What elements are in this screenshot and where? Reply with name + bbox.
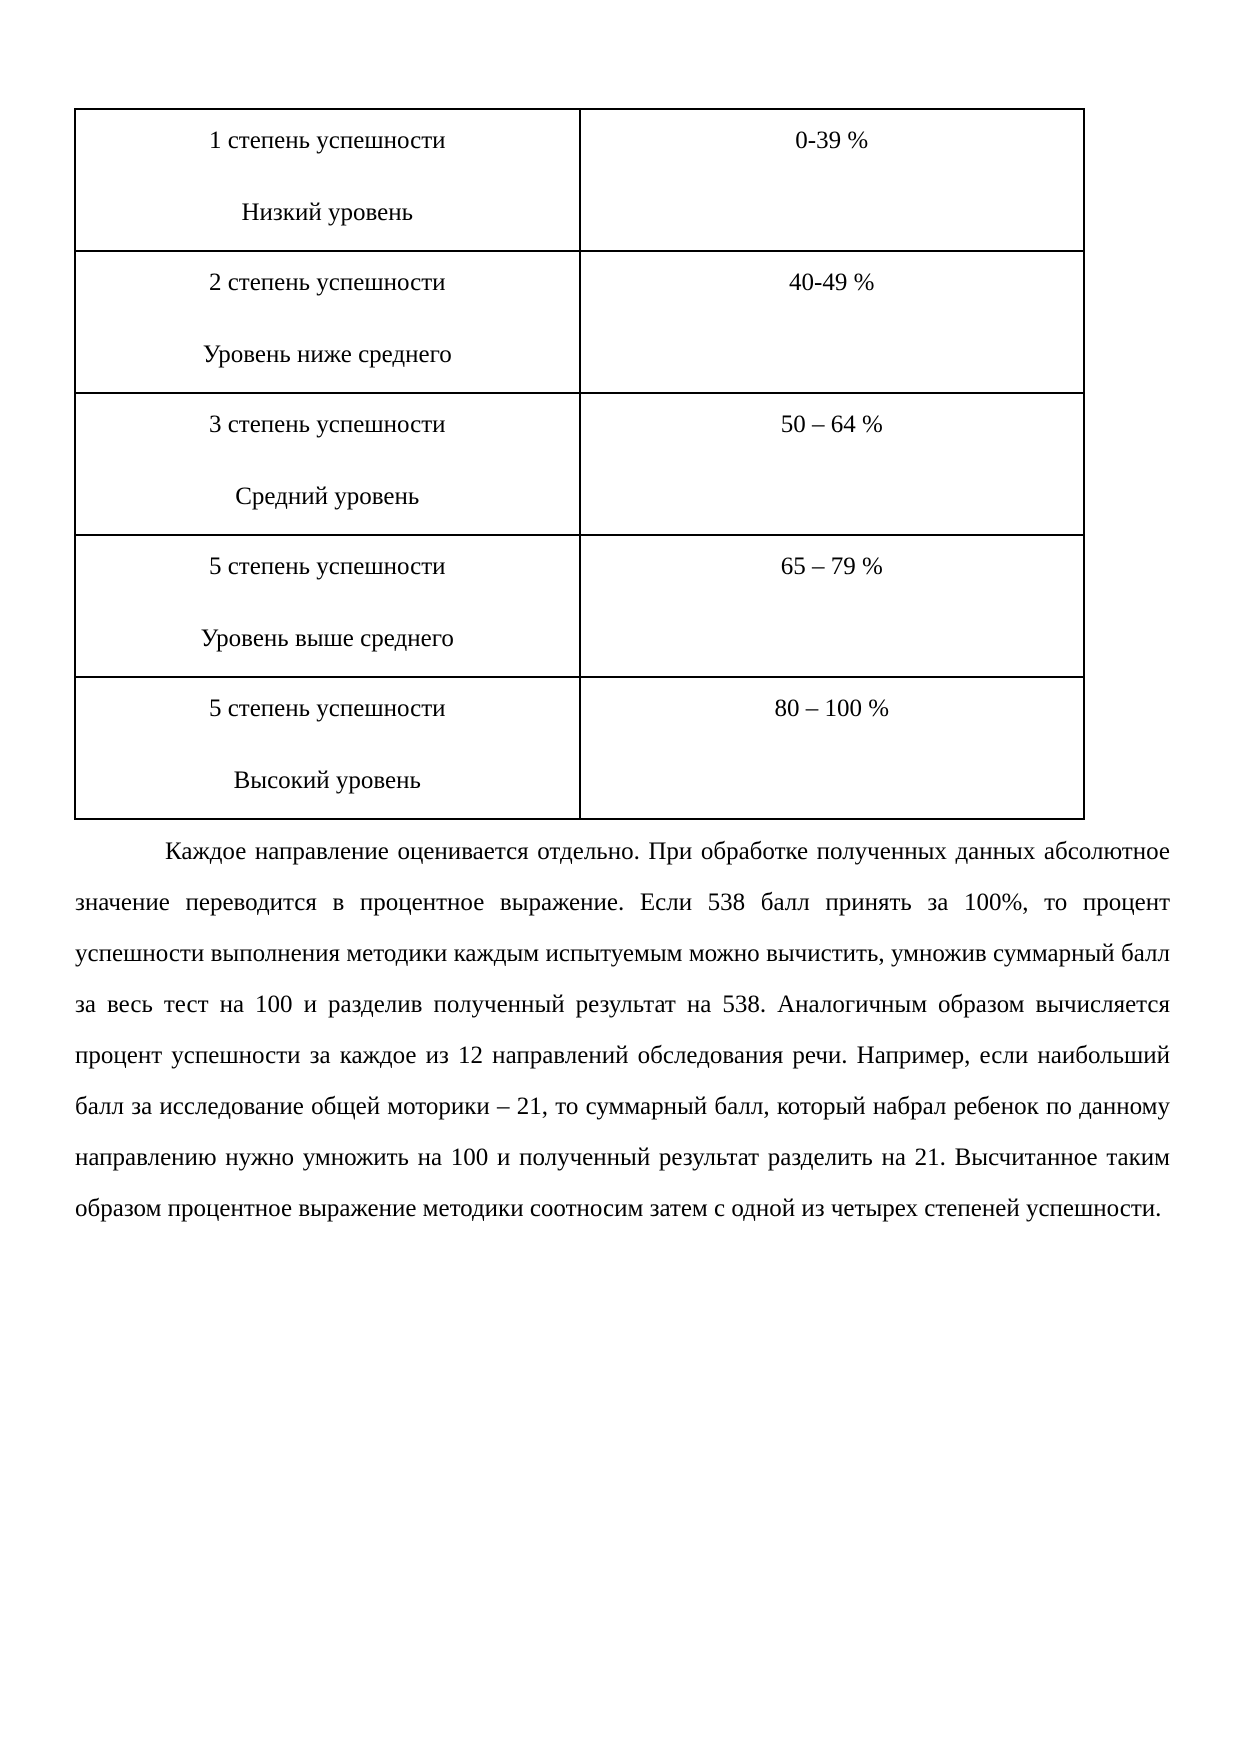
range-label: 65 – 79 % bbox=[780, 553, 883, 580]
range-label: 40-49 % bbox=[789, 269, 875, 296]
grade-cell bbox=[75, 393, 580, 535]
grade-cell bbox=[75, 535, 580, 677]
level-label: Уровень выше среднего bbox=[200, 625, 454, 652]
grade-label: 5 степень успешности bbox=[208, 553, 446, 580]
level-label: Низкий уровень bbox=[241, 199, 413, 226]
level-label: Высокий уровень bbox=[233, 767, 421, 794]
level-label: Уровень ниже среднего bbox=[202, 341, 452, 368]
grade-label: 1 степень успешности bbox=[208, 127, 446, 154]
body-paragraph: Каждое направление оценивается отдельно. При обработке полученных данных абсолютное значение переводится в процентное выражение. Если 538 балл принять за 100%, то процент успешности выполнения методики каждым испытуемым можно вычистить, умножив суммарный балл за весь тест на 100 и разделив полученный результат на 538. Аналогичным образом вычисляется процент успешности за каждое из 12 направлений обследования речи. Например, если наибольший балл за исследование общей моторики – 21, то суммарный балл, который набрал ребенок по данному направлению нужно умножить на 100 и полученный результат разделить на 21. Высчитанное таким образом процентное выражение методики соотносим затем с одной из четырех степеней успешности. bbox=[75, 838, 1170, 1222]
grade-cell bbox=[75, 109, 580, 251]
range-cell bbox=[580, 109, 1085, 251]
table-row bbox=[75, 393, 1084, 535]
grade-cell bbox=[75, 677, 580, 819]
level-label: Средний уровень bbox=[235, 483, 420, 510]
grade-cell bbox=[75, 251, 580, 393]
success-levels-table bbox=[74, 108, 1085, 820]
table-row bbox=[75, 109, 1084, 251]
range-label: 0-39 % bbox=[795, 127, 869, 154]
grade-label: 2 степень успешности bbox=[208, 269, 446, 296]
grade-label: 5 степень успешности bbox=[208, 695, 446, 722]
range-label: 50 – 64 % bbox=[780, 411, 883, 438]
range-cell bbox=[580, 393, 1085, 535]
table-row bbox=[75, 535, 1084, 677]
table-row bbox=[75, 677, 1084, 819]
range-cell bbox=[580, 535, 1085, 677]
grade-label: 3 степень успешности bbox=[208, 411, 446, 438]
range-cell bbox=[580, 251, 1085, 393]
range-label: 80 – 100 % bbox=[774, 695, 890, 722]
range-cell bbox=[580, 677, 1085, 819]
table-row bbox=[75, 251, 1084, 393]
